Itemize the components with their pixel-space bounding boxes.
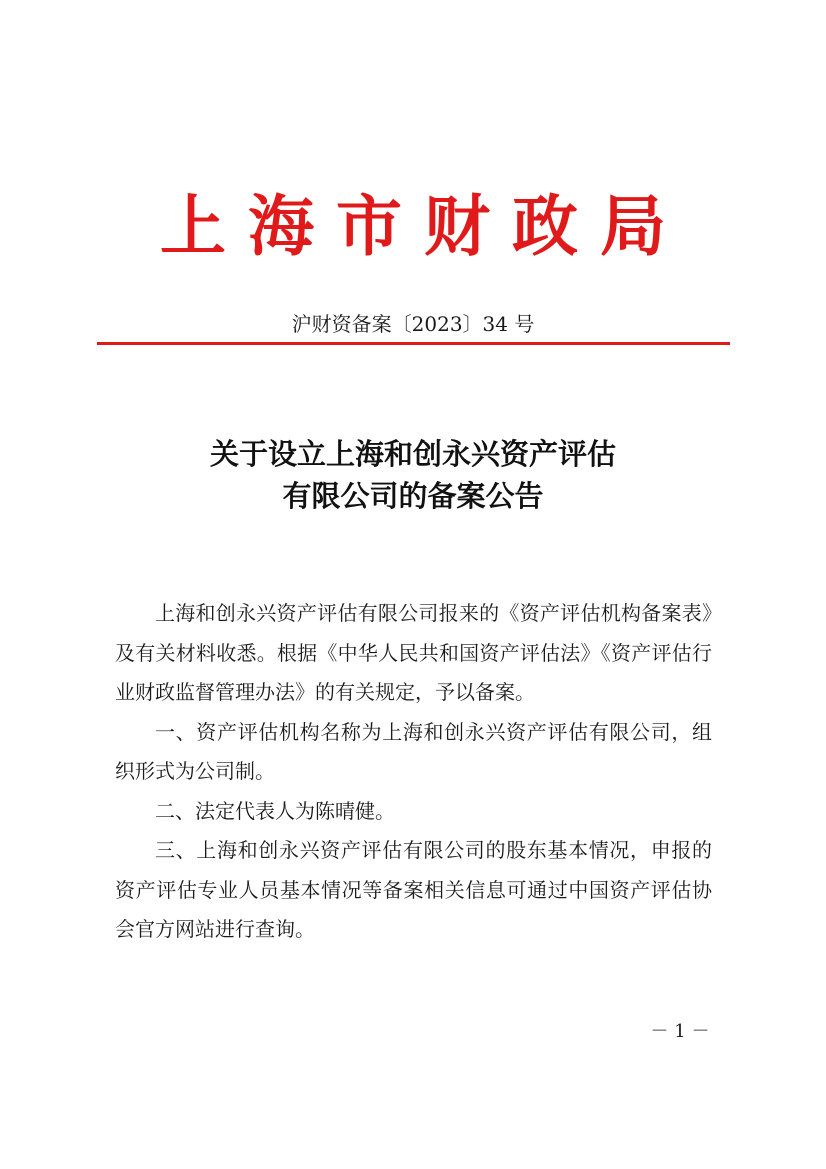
red-divider-line [97,342,730,345]
agency-header: 上海市财政局 [160,187,688,265]
paragraph-item-2: 二、法定代表人为陈晴健。 [155,798,395,823]
document-body [115,594,712,950]
page-number: － 1 － [650,1021,710,1042]
title-line-1: 关于设立上海和创永兴资产评估 [209,437,616,471]
paragraph-intro: 上海和创永兴资产评估有限公司报来的《资产评估机构备案表》及有关材料收悉。根据《中华人民共和国资产评估法》《资产评估行业财政监督管理办法》的有关规定，予以备案。 [115,601,712,704]
document-number: 沪财资备案〔2023〕34 号 [291,312,535,336]
title-line-2: 有限公司的备案公告 [282,479,544,513]
paragraph-item-3: 三、上海和创永兴资产评估有限公司的股东基本情况，申报的资产评估专业人员基本情况等备案相关信息可通过中国资产评估协会官方网站进行查询。 [115,838,712,941]
paragraph-item-1: 一、资产评估机构名称为上海和创永兴资产评估有限公司，组织形式为公司制。 [115,719,712,783]
document-title [0,433,826,517]
